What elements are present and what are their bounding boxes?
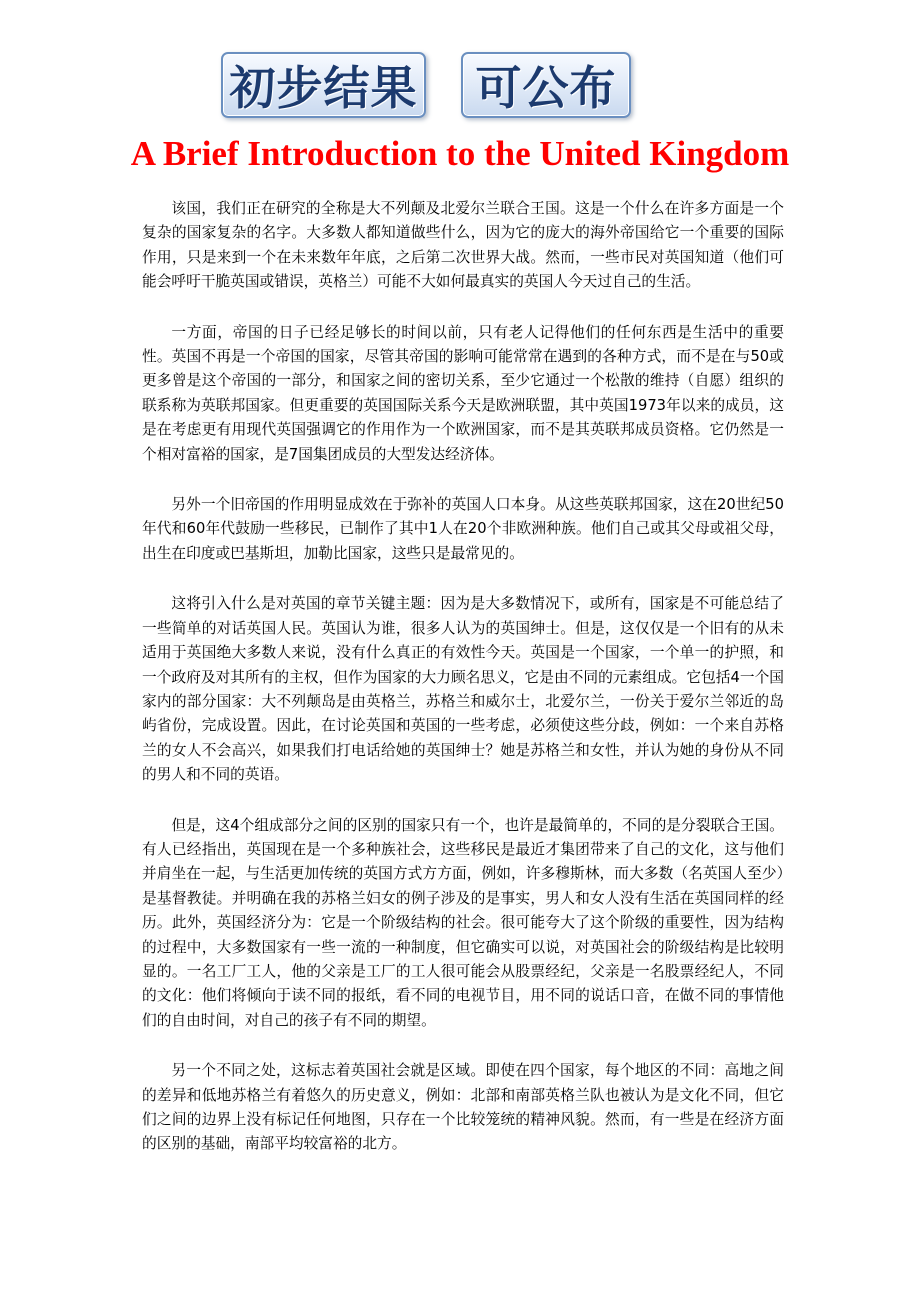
document-title: A Brief Introduction to the United Kingdom bbox=[130, 134, 790, 173]
publishable-stamp bbox=[461, 52, 631, 118]
paragraph: 另一个不同之处，这标志着英国社会就是区域。即使在四个国家，每个地区的不同：高地之间的差异和低地苏格兰有着悠久的历史意义，例如：北部和南部英格兰队也被认为是文化不同，但它们之间的边界上没有标记任何地图，只存在一个比较笼统的精神风貌。然而，有一些是在经济方面的区别的基础，南部平均较富裕的北方。 bbox=[142, 1062, 784, 1153]
preliminary-results-stamp bbox=[221, 52, 426, 118]
paragraph: 另外一个旧帝国的作用明显成效在于弥补的英国人口本身。从这些英联邦国家，这在20世纪50年代和60年代鼓励一些移民，已制作了其中1人在20个非欧洲种族。他们自己或其父母或祖父母，出生在印度或巴基斯坦，加勒比国家，这些只是最常见的。 bbox=[142, 496, 784, 562]
publishable-stamp-text: 可公布 bbox=[475, 61, 617, 115]
paragraph: 但是，这4个组成部分之间的区别的国家只有一个，也许是最简单的，不同的是分裂联合王国。有人已经指出，英国现在是一个多种族社会，这些移民是最近才集团带来了自己的文化，这与他们并肩坐在一起，与生活更加传统的英国方式方方面，例如，许多穆斯林，而大多数（名英国人至少）是基督教徒。并明确在我的苏格兰妇女的例子涉及的是事实，男人和女人没有生活在英国同样的经历。此外，英国经济分为：它是一个阶级结构的社会。很可能夸大了这个阶级的重要性，因为结构的过程中，大多数国家有一些一流的一种制度，但它确实可以说，对英国社会的阶级结构是比较明显的。一名工厂工人，他的父亲是工厂的工人很可能会从股票经纪，父亲是一名股票经纪人，不同的文化：他们将倾向于读不同的报纸，看不同的电视节目，用不同的说话口音，在做不同的事情他们的自由时间，对自己的孩子有不同的期望。 bbox=[142, 816, 784, 1029]
paragraph: 一方面，帝国的日子已经足够长的时间以前，只有老人记得他们的任何东西是生活中的重要性。英国不再是一个帝国的国家，尽管其帝国的影响可能常常在遇到的各种方式，而不是在与50或更多曾是这个帝国的一部分，和国家之间的密切关系，至少它通过一个松散的维持（自愿）组织的联系称为英联邦国家。但更重要的英国国际关系今天是欧洲联盟，其中英国1973年以来的成员，这是在考虑更有用现代英国强调它的作用作为一个欧洲国家，而不是其英联邦成员资格。它仍然是一个相对富裕的国家，是7国集团成员的大型发达经济体。 bbox=[142, 323, 784, 463]
preliminary-results-stamp-text: 初步结果 bbox=[229, 61, 418, 115]
paragraph: 这将引入什么是对英国的章节关键主题：因为是大多数情况下，或所有，国家是不可能总结了一些简单的对话英国人民。英国认为谁，很多人认为的英国绅士。但是，这仅仅是一个旧有的从未适用于英国绝大多数人来说，没有什么真正的有效性今天。英国是一个国家，一个单一的护照，和一个政府及对其所有的主权，但作为国家的大力顾名思义，它是由不同的元素组成。它包括4一个国家内的部分国家：大不列颠岛是由英格兰，苏格兰和威尔士，北爱尔兰，一份关于爱尔兰邻近的岛屿省份，完成设置。因此，在讨论英国和英国的一些考虑，必须使这些分歧，例如：一个来自苏格兰的女人不会高兴，如果我们打电话给她的英国绅士？她是苏格兰和女性，并认为她的身份从不同的男人和不同的英语。 bbox=[142, 595, 784, 784]
paragraph: 该国，我们正在研究的全称是大不列颠及北爱尔兰联合王国。这是一个什么在许多方面是一个复杂的国家复杂的名字。大多数人都知道做些什么，因为它的庞大的海外帝国给它一个重要的国际作用，只是来到一个在未来数年年底，之后第二次世界大战。然而，一些市民对英国知道（他们可能会呼吁干脆英国或错误，英格兰）可能不大如何最真实的英国人今天过自己的生活。 bbox=[142, 200, 784, 291]
document-body bbox=[142, 197, 784, 1183]
